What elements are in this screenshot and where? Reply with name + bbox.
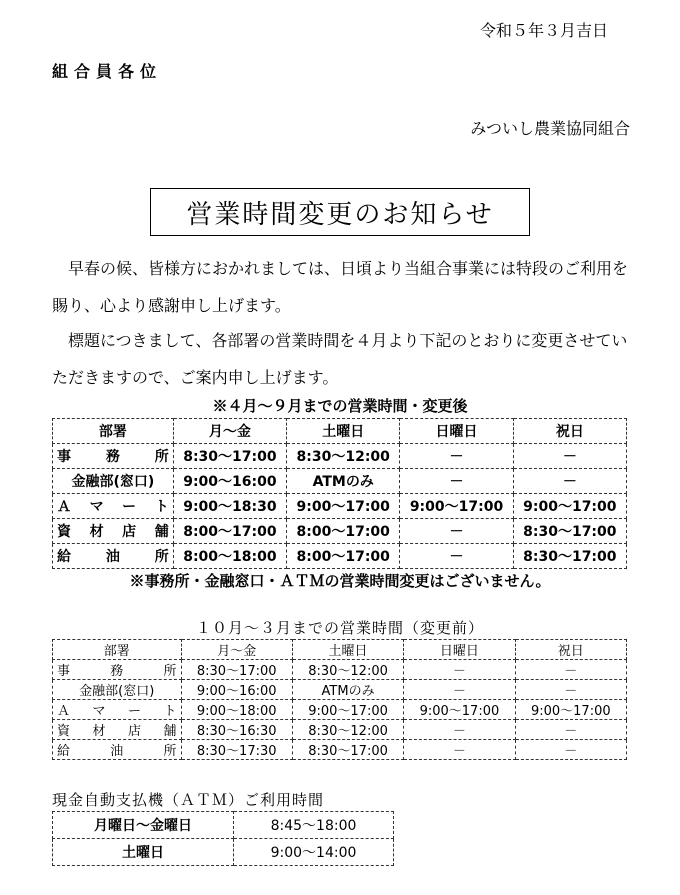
hours-cell: － — [404, 680, 515, 700]
hours-cell: 8:00～17:00 — [287, 519, 400, 544]
header-cell: 日曜日 — [400, 419, 513, 444]
table-row — [53, 812, 394, 839]
hours-cell: － — [404, 740, 515, 760]
dept-cell: Ａ マ ー ト — [53, 494, 174, 519]
hours-cell: 9:00～17:00 — [400, 494, 513, 519]
table-row — [53, 494, 627, 519]
table-row — [53, 519, 627, 544]
hours-cell: 8:45～18:00 — [234, 812, 394, 839]
notice-title — [150, 188, 530, 236]
hours-cell: 8:30～17:00 — [181, 660, 292, 680]
hours-cell: 8:30～17:30 — [181, 740, 292, 760]
old-hours-caption: １０月～３月までの営業時間（変更前） — [195, 619, 484, 637]
header-cell: 祝日 — [513, 419, 626, 444]
dept-cell: 資 材 店 舗 — [53, 519, 174, 544]
new-hours-caption: ※４月～９月までの営業時間・変更後 — [212, 397, 468, 415]
hours-cell: － — [515, 720, 626, 740]
atm-caption: 現金自動支払機（ＡＴＭ）ご利用時間 — [52, 791, 325, 809]
hours-cell: 9:00～17:00 — [515, 700, 626, 720]
dept-cell: 資 材 店 舗 — [53, 720, 182, 740]
dept-cell: 事 務 所 — [53, 660, 182, 680]
hours-cell: 8:30～12:00 — [292, 660, 403, 680]
header-cell: 日曜日 — [404, 640, 515, 660]
hours-cell: 9:00～16:00 — [173, 469, 286, 494]
hours-cell: － — [513, 469, 626, 494]
hours-cell: － — [515, 680, 626, 700]
hours-cell: － — [400, 544, 513, 569]
hours-cell: － — [515, 740, 626, 760]
table-row — [53, 720, 627, 740]
hours-cell: 8:30～16:30 — [181, 720, 292, 740]
dept-cell: Ａ マ ー ト — [53, 700, 182, 720]
day-cell: 土曜日 — [53, 839, 234, 866]
hours-cell: － — [400, 469, 513, 494]
atm-hours-table — [52, 811, 394, 866]
hours-cell: 8:30～17:00 — [513, 519, 626, 544]
hours-cell: 8:30～17:00 — [292, 740, 403, 760]
table-row — [53, 544, 627, 569]
hours-cell: － — [515, 660, 626, 680]
announcement-paragraph: 標題につきまして、各部署の営業時間を４月より下記のとおりに変更させていただきますので、ご案内申し上げます。 — [52, 331, 628, 387]
table-row — [53, 839, 394, 866]
header-cell: 部署 — [53, 640, 182, 660]
table-row — [53, 680, 627, 700]
new-hours-table — [52, 418, 627, 569]
hours-cell: 8:30～12:00 — [287, 444, 400, 469]
table-row — [53, 740, 627, 760]
hours-cell: － — [400, 519, 513, 544]
table-header-row — [53, 640, 627, 660]
dept-cell: 金融部(窓口) — [53, 469, 174, 494]
old-hours-table — [52, 639, 627, 760]
issue-date: 令和５年３月吉日 — [480, 21, 609, 40]
table-row — [53, 700, 627, 720]
hours-cell: 8:00～18:00 — [173, 544, 286, 569]
header-cell: 月～金 — [173, 419, 286, 444]
table-header-row — [53, 419, 627, 444]
dept-cell: 給 油 所 — [53, 544, 174, 569]
table-row — [53, 469, 627, 494]
hours-cell: ATMのみ — [287, 469, 400, 494]
hours-cell: 9:00～17:00 — [404, 700, 515, 720]
hours-cell: － — [513, 444, 626, 469]
header-cell: 土曜日 — [287, 419, 400, 444]
organization-name: みついし農業協同組合 — [470, 119, 630, 138]
dept-cell: 金融部(窓口) — [53, 680, 182, 700]
day-cell: 月曜日～金曜日 — [53, 812, 234, 839]
hours-cell: 9:00～18:00 — [181, 700, 292, 720]
hours-cell: 8:00～17:00 — [287, 544, 400, 569]
header-cell: 部署 — [53, 419, 174, 444]
hours-cell: 8:00～17:00 — [173, 519, 286, 544]
addressee: 組合員各位 — [52, 62, 163, 81]
table-row — [53, 660, 627, 680]
table-row — [53, 444, 627, 469]
hours-cell: 9:00～18:30 — [173, 494, 286, 519]
new-hours-note: ※事務所・金融窓口・ＡＴＭの営業時間変更はございません。 — [129, 572, 551, 590]
dept-cell: 給 油 所 — [53, 740, 182, 760]
hours-cell: － — [404, 720, 515, 740]
notice-title-text: 営業時間変更のお知らせ — [186, 199, 494, 230]
hours-cell: ATMのみ — [292, 680, 403, 700]
hours-cell: 9:00～17:00 — [287, 494, 400, 519]
hours-cell: 8:30～12:00 — [292, 720, 403, 740]
hours-cell: 8:30～17:00 — [513, 544, 626, 569]
hours-cell: 9:00～14:00 — [234, 839, 394, 866]
hours-cell: 8:30～17:00 — [173, 444, 286, 469]
hours-cell: 9:00～17:00 — [513, 494, 626, 519]
hours-cell: 9:00～17:00 — [292, 700, 403, 720]
header-cell: 月～金 — [181, 640, 292, 660]
dept-cell: 事 務 所 — [53, 444, 174, 469]
hours-cell: － — [404, 660, 515, 680]
hours-cell: － — [400, 444, 513, 469]
header-cell: 祝日 — [515, 640, 626, 660]
header-cell: 土曜日 — [292, 640, 403, 660]
hours-cell: 9:00～16:00 — [181, 680, 292, 700]
greeting-paragraph: 早春の候、皆様方におかれましては、日頃より当組合事業には特段のご利用を賜り、心より感謝申し上げます。 — [52, 259, 629, 315]
